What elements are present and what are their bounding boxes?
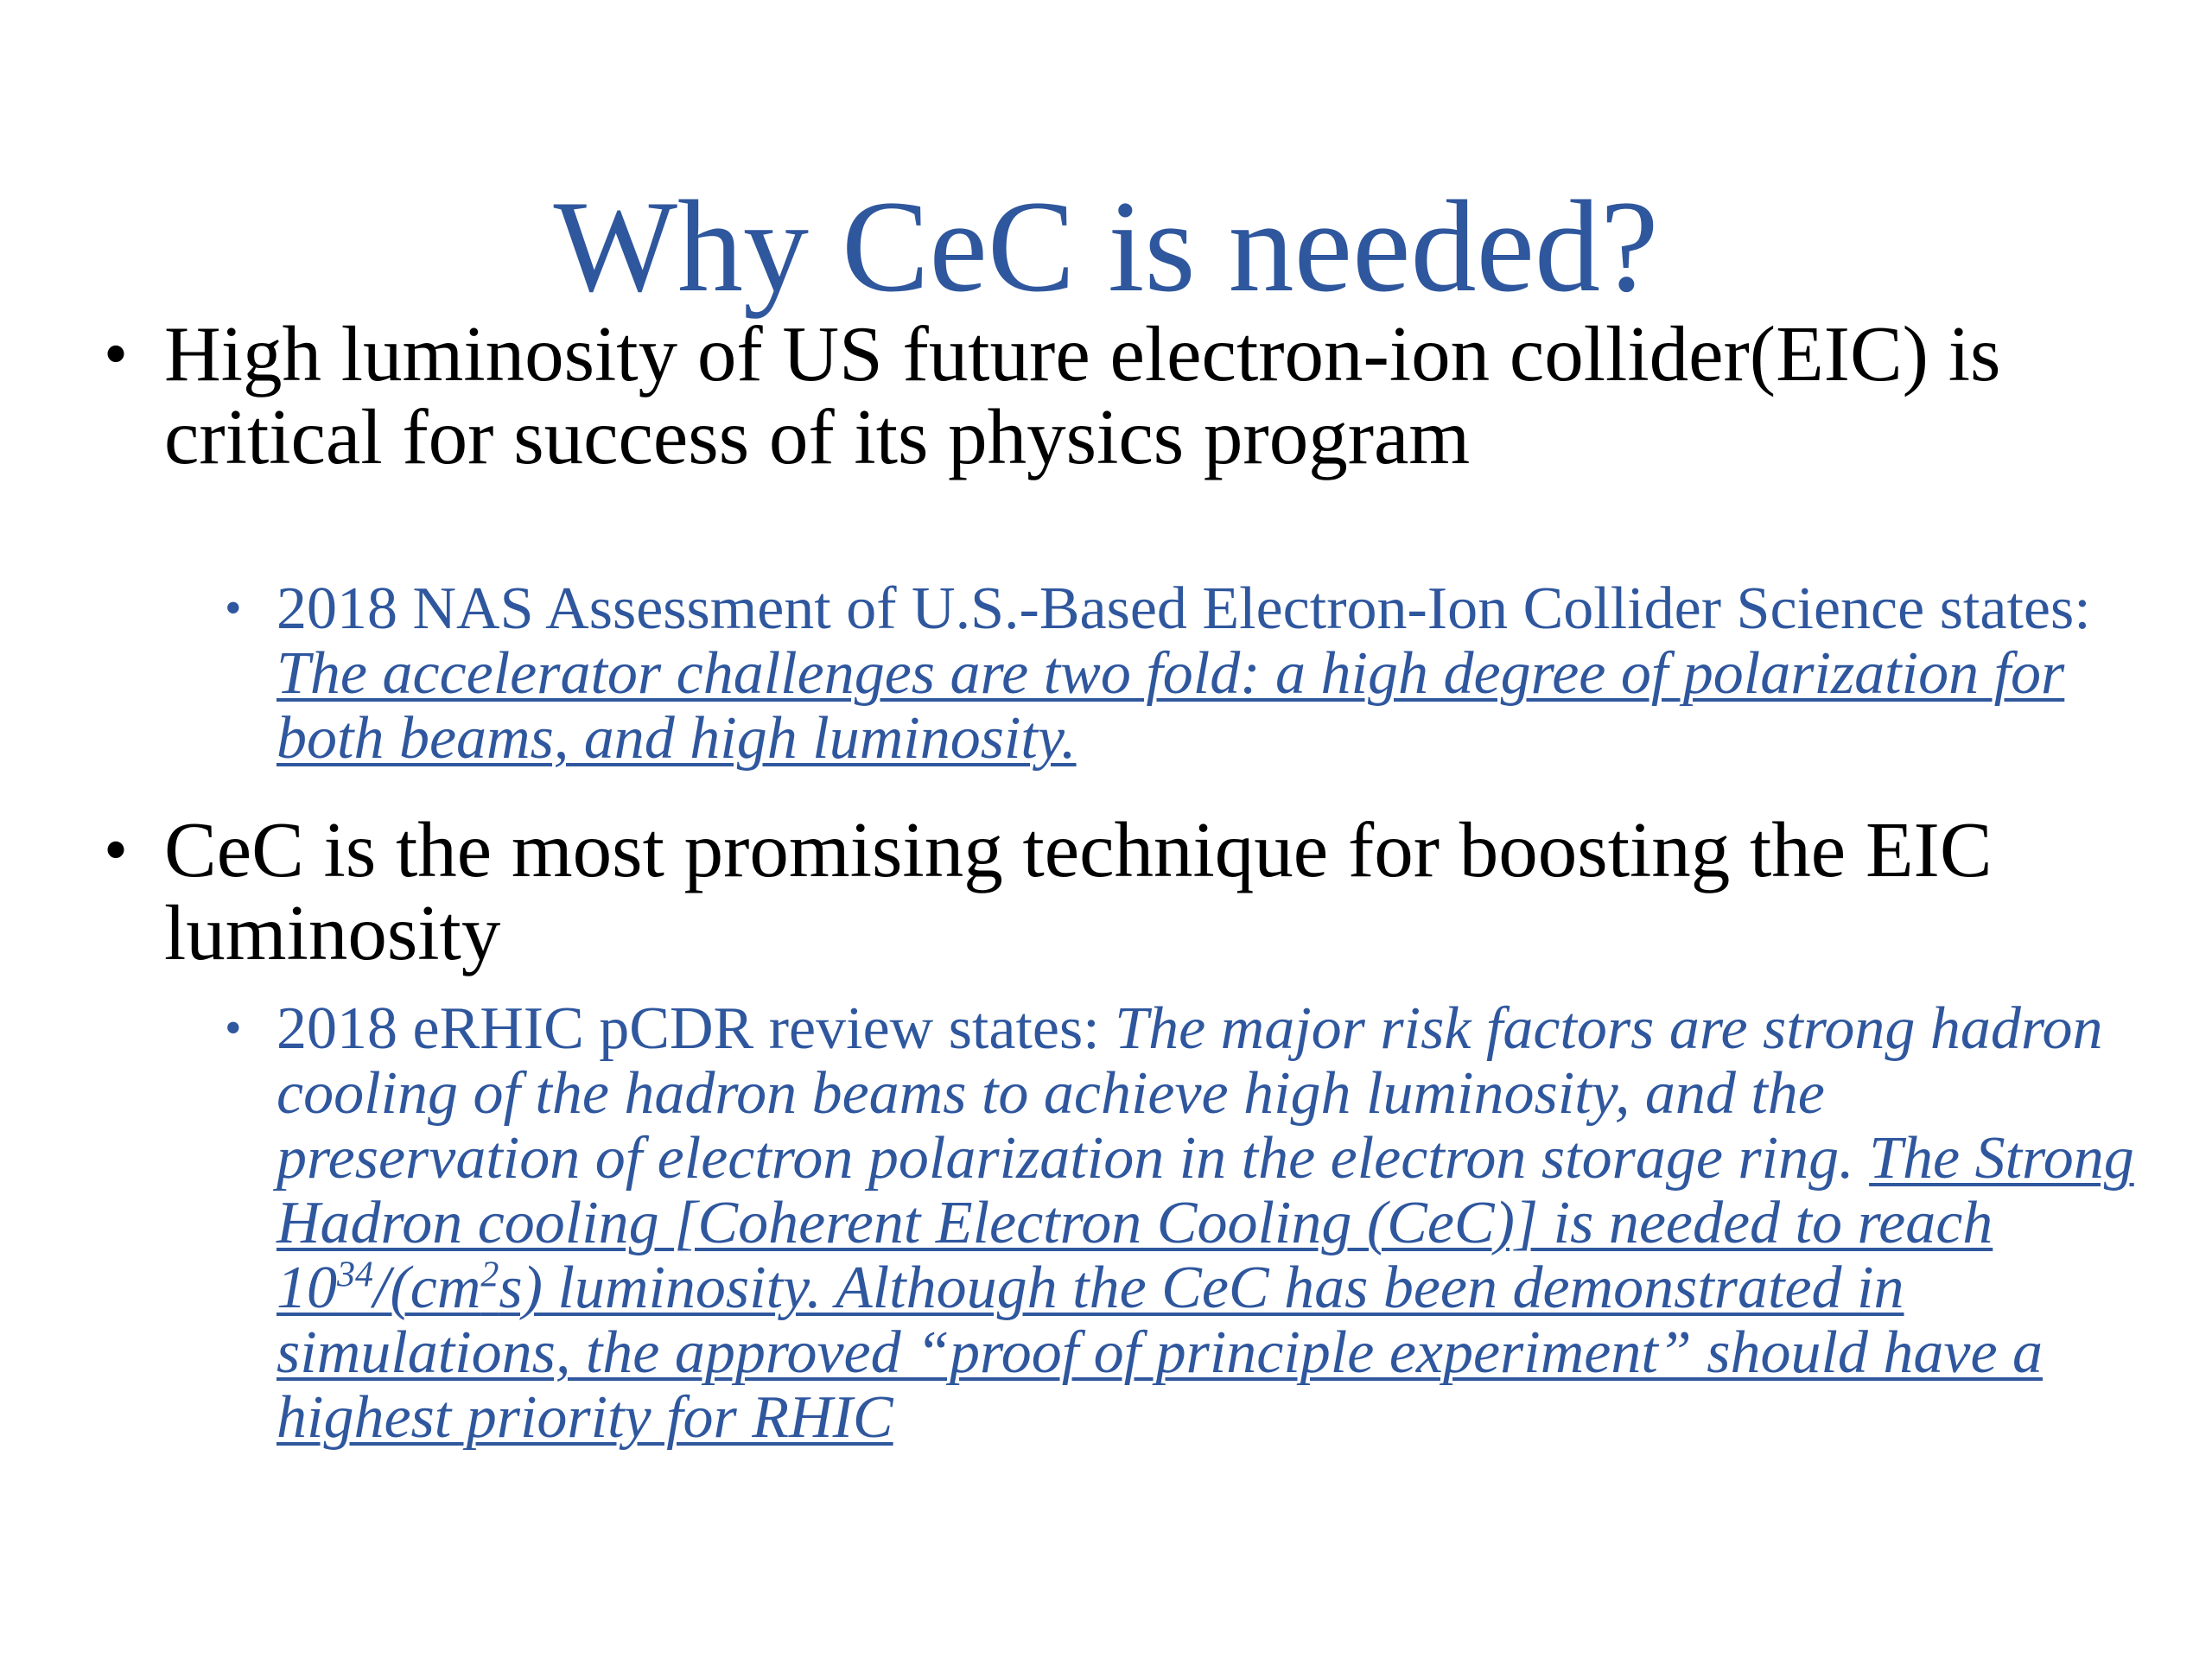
sub-bullet-prefix: 2018 NAS Assessment of U.S.-Based Electron-Ion Collider Science states: [276, 575, 2091, 642]
bullet-dot-icon: • [104, 812, 129, 888]
erhic-quote-plain: The major risk factors are strong hadron cooling of the hadron beams to achieve high luminosity, and the preservation of electron polarization in the electron storage ring. [276, 995, 2103, 1192]
exponent-34: 34 [337, 1255, 373, 1295]
bullet-dot-icon: • [104, 316, 129, 392]
sub-bullet-nas [225, 575, 2134, 772]
erhic-quote-part-c: s) luminosity. Although the CeC has been demonstrated in simulations, the approved “proof of principle experiment” should have a highest priority for RHIC [276, 1255, 2044, 1451]
bullet-cec [104, 806, 2152, 976]
sub-bullet-prefix: 2018 eRHIC pCDR review states: [276, 995, 1116, 1062]
bullet-text: High luminosity of US future electron-ion collider(EIC) is critical for success of its physics program [164, 310, 2001, 480]
sub-bullet-dot-icon: • [225, 1001, 242, 1055]
nas-quote: The accelerator challenges are two fold: a high degree of polarization for both beams, and high luminosity. [276, 640, 2065, 772]
slide-title: Why CeC is needed? [553, 174, 1659, 319]
bullet-luminosity [104, 310, 2152, 480]
erhic-quote-part-a: The Strong Hadron cooling [Coherent Electron Cooling (CeC)] is needed to reach 10 [276, 1125, 2134, 1321]
bullet-text: CeC is the most promising technique for boosting the EIC luminosity [164, 806, 1993, 976]
exponent-2: 2 [480, 1255, 499, 1295]
sub-bullet-dot-icon: • [225, 582, 242, 635]
erhic-quote-part-b: /(cm [373, 1255, 481, 1321]
sub-bullet-erhic [225, 995, 2134, 1451]
